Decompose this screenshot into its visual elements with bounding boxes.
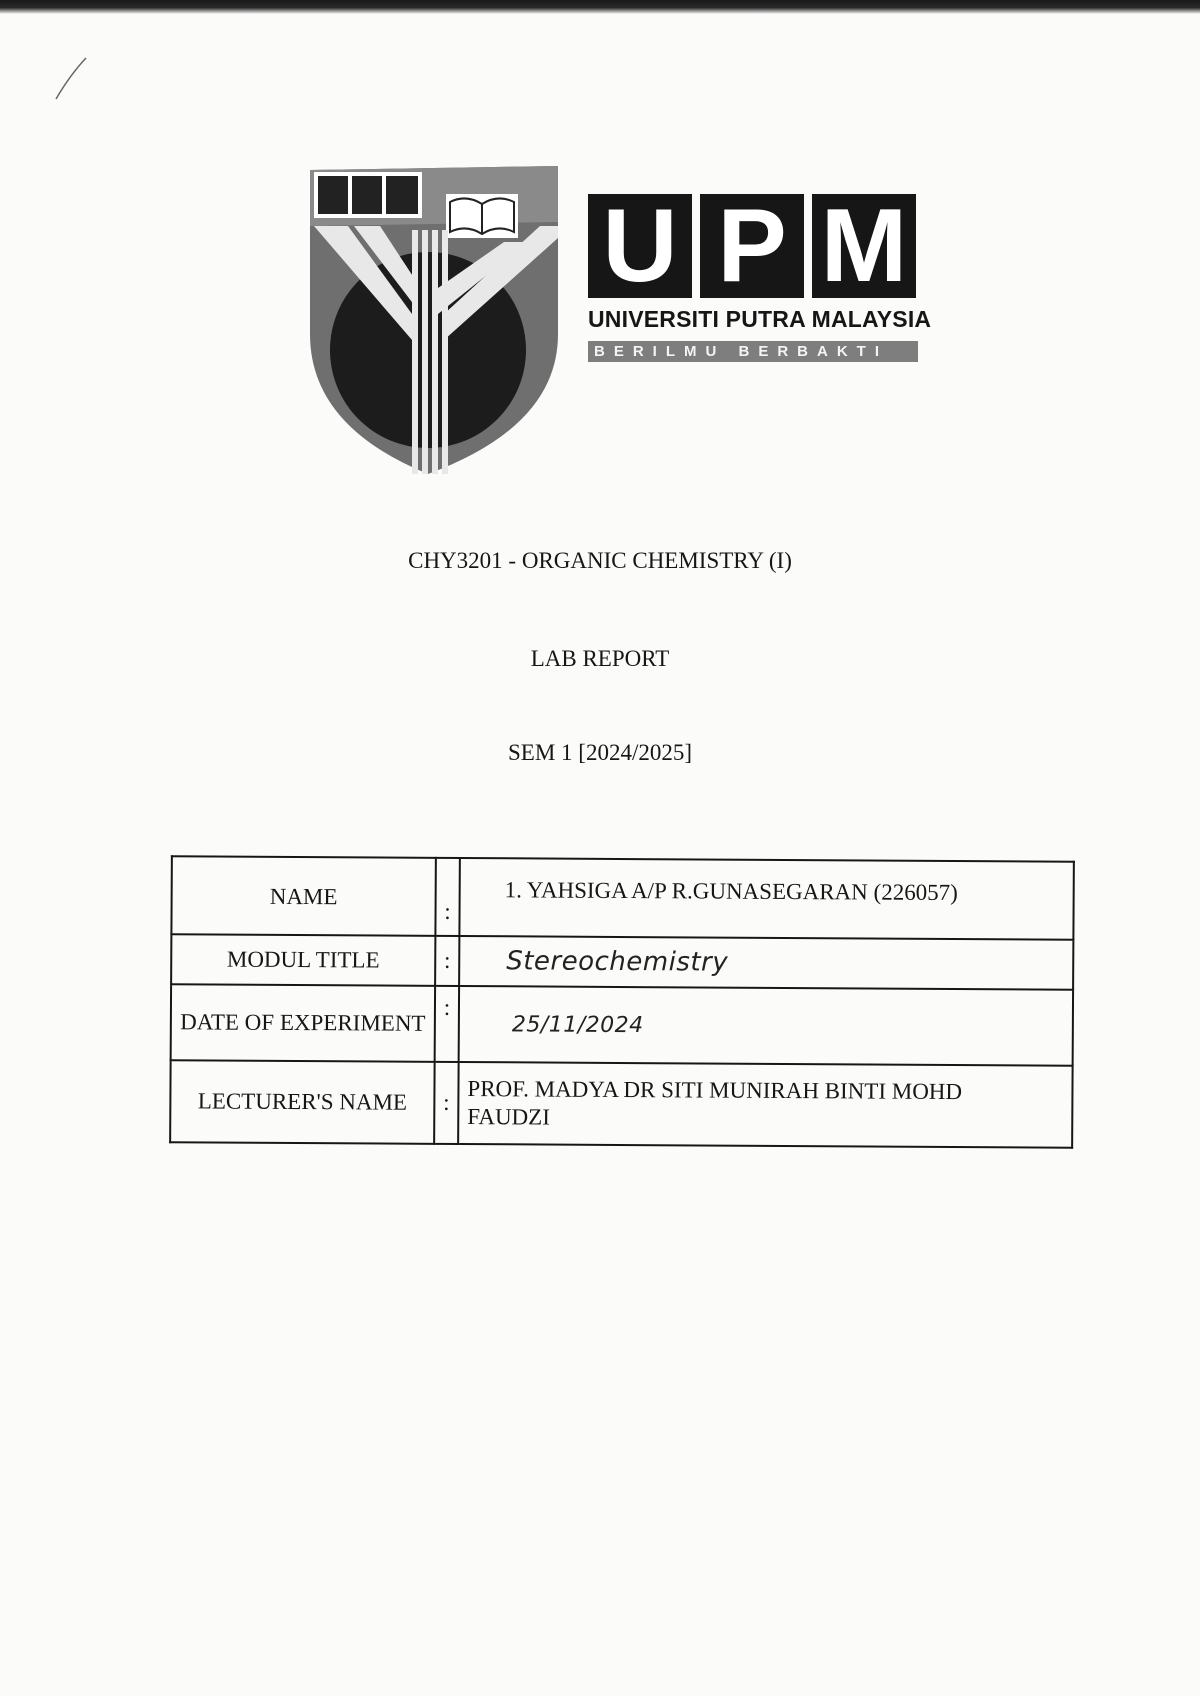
semester: SEM 1 [2024/2025] xyxy=(508,740,692,765)
student-name: 1. YAHSIGA A/P R.GUNASEGARAN (226057) xyxy=(459,858,1073,940)
wordmark-letter-u: U xyxy=(588,194,692,298)
row-label-modul-title: MODUL TITLE xyxy=(171,934,435,986)
row-separator: : xyxy=(435,858,459,936)
table-row xyxy=(171,984,1073,1066)
lecturer-name: PROF. MADYA DR SITI MUNIRAH BINTI MOHD FAUDZI xyxy=(458,1062,1072,1148)
table-row xyxy=(171,934,1073,990)
table-row xyxy=(171,856,1073,940)
wordmark-letters xyxy=(588,188,918,304)
report-type: LAB REPORT xyxy=(530,646,670,671)
university-motto: BERILMU BERBAKTI xyxy=(588,341,918,362)
row-separator: : xyxy=(435,936,459,986)
scan-shadow-edge xyxy=(0,0,1200,14)
university-logo xyxy=(308,164,932,476)
row-label-date-of-experiment: DATE OF EXPERIMENT xyxy=(171,984,435,1062)
table-row xyxy=(170,1060,1072,1148)
student-info-table xyxy=(169,855,1075,1149)
upm-crest-icon xyxy=(308,164,560,476)
pencil-stroke-mark xyxy=(50,55,90,105)
wordmark-letter-m: M xyxy=(812,194,916,298)
row-separator: : xyxy=(434,1062,459,1144)
row-separator: : xyxy=(435,986,459,1062)
upm-wordmark xyxy=(588,188,932,362)
university-name: UNIVERSITI PUTRA MALAYSIA xyxy=(588,306,932,332)
row-label-name: NAME xyxy=(171,856,435,936)
wordmark-letter-p: P xyxy=(700,194,804,298)
row-label-lecturer-name: LECTURER'S NAME xyxy=(170,1060,434,1144)
experiment-date-handwritten: 25/11/2024 xyxy=(511,1012,644,1039)
course-title: CHY3201 - ORGANIC CHEMISTRY (I) xyxy=(408,548,792,573)
modul-title-handwritten: Stereochemistry xyxy=(506,946,729,978)
